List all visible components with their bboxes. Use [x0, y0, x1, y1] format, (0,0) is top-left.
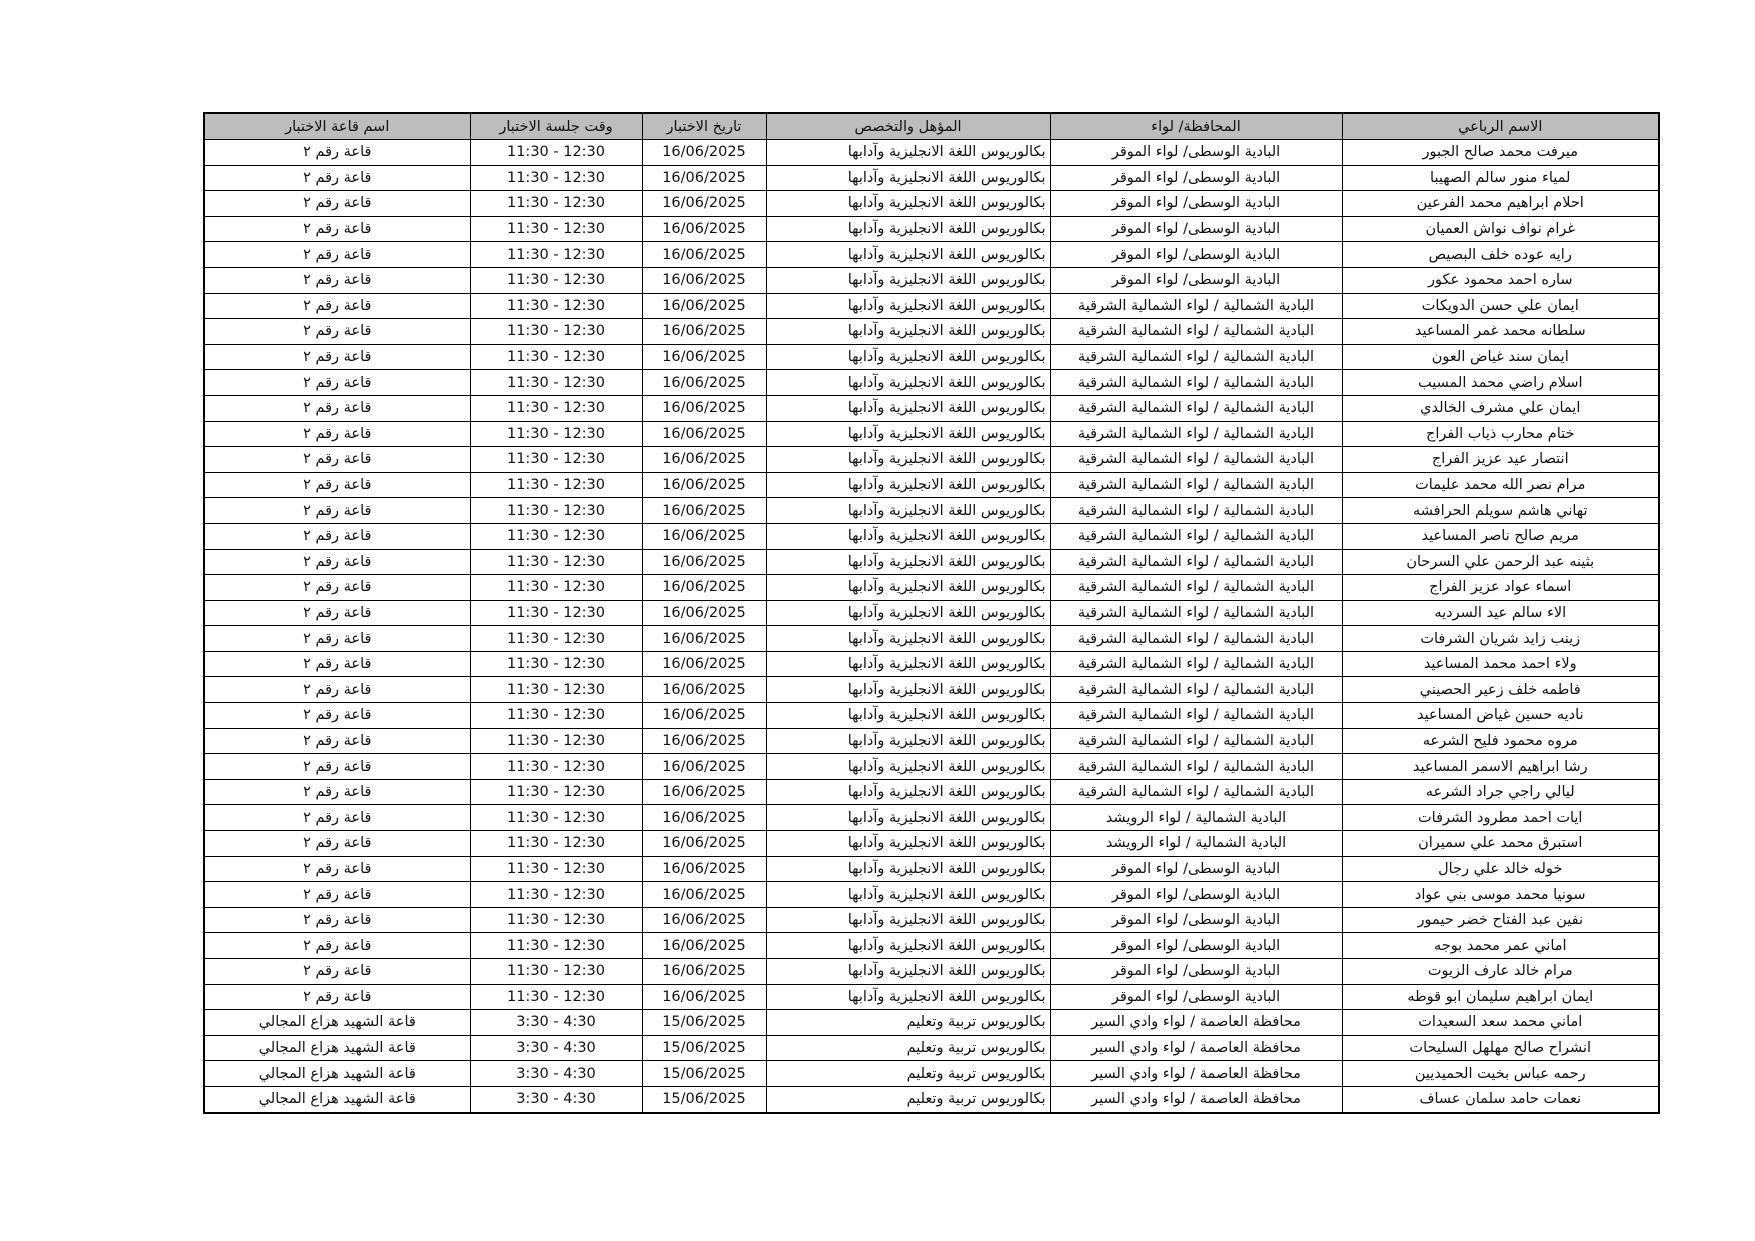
exam-date-cell: 16/06/2025: [642, 703, 766, 729]
governorate-cell: البادية الوسطى/ لواء الموقر: [1050, 882, 1342, 908]
full-name-cell: اماني محمد سعد السعيدات: [1342, 1010, 1659, 1036]
exam-time-cell: 11:30 - 12:30: [470, 319, 642, 345]
exam-time-cell: 11:30 - 12:30: [470, 754, 642, 780]
full-name-cell: ولاء احمد محمد المساعيد: [1342, 651, 1659, 677]
exam-hall-cell: قاعة رقم ٢: [204, 191, 470, 217]
table-row: [204, 779, 1659, 805]
qualification-cell: بكالوريوس اللغة الانجليزية وآدابها: [766, 395, 1050, 421]
exam-time-cell: 11:30 - 12:30: [470, 703, 642, 729]
header-qualification: المؤهل والتخصص: [766, 113, 1050, 140]
governorate-cell: البادية الشمالية / لواء الشمالية الشرقية: [1050, 293, 1342, 319]
full-name-cell: مرام خالد عارف الزيوت: [1342, 959, 1659, 985]
full-name-cell: خوله خالد علي رجال: [1342, 856, 1659, 882]
exam-date-cell: 16/06/2025: [642, 216, 766, 242]
exam-hall-cell: قاعة رقم ٢: [204, 651, 470, 677]
table-row: [204, 267, 1659, 293]
exam-hall-cell: قاعة رقم ٢: [204, 959, 470, 985]
full-name-cell: ختام محارب ذياب الفراج: [1342, 421, 1659, 447]
exam-date-cell: 16/06/2025: [642, 626, 766, 652]
table-row: [204, 882, 1659, 908]
qualification-cell: بكالوريوس اللغة الانجليزية وآدابها: [766, 447, 1050, 473]
governorate-cell: البادية الشمالية / لواء الشمالية الشرقية: [1050, 344, 1342, 370]
header-full-name: الاسم الرباعي: [1342, 113, 1659, 140]
exam-date-cell: 16/06/2025: [642, 344, 766, 370]
governorate-cell: البادية الوسطى/ لواء الموقر: [1050, 959, 1342, 985]
exam-time-cell: 11:30 - 12:30: [470, 882, 642, 908]
exam-time-cell: 11:30 - 12:30: [470, 447, 642, 473]
exam-time-cell: 3:30 - 4:30: [470, 1086, 642, 1112]
qualification-cell: بكالوريوس اللغة الانجليزية وآدابها: [766, 703, 1050, 729]
full-name-cell: ايمان علي مشرف الخالدي: [1342, 395, 1659, 421]
exam-hall-cell: قاعة الشهيد هزاع المجالي: [204, 1061, 470, 1087]
exam-hall-cell: قاعة رقم ٢: [204, 600, 470, 626]
exam-time-cell: 11:30 - 12:30: [470, 165, 642, 191]
exam-time-cell: 3:30 - 4:30: [470, 1035, 642, 1061]
table-row: [204, 1010, 1659, 1036]
exam-date-cell: 16/06/2025: [642, 370, 766, 396]
table-row: [204, 907, 1659, 933]
full-name-cell: احلام ابراهيم محمد الفرعين: [1342, 191, 1659, 217]
qualification-cell: بكالوريوس اللغة الانجليزية وآدابها: [766, 267, 1050, 293]
exam-time-cell: 11:30 - 12:30: [470, 984, 642, 1010]
qualification-cell: بكالوريوس اللغة الانجليزية وآدابها: [766, 472, 1050, 498]
full-name-cell: زينب زايد شريان الشرفات: [1342, 626, 1659, 652]
qualification-cell: بكالوريوس اللغة الانجليزية وآدابها: [766, 370, 1050, 396]
full-name-cell: فاطمه خلف زعير الحصيني: [1342, 677, 1659, 703]
full-name-cell: ايمان سند غياض العون: [1342, 344, 1659, 370]
exam-hall-cell: قاعة رقم ٢: [204, 472, 470, 498]
full-name-cell: الاء سالم عيد السرديه: [1342, 600, 1659, 626]
table-row: [204, 165, 1659, 191]
exam-hall-cell: قاعة رقم ٢: [204, 498, 470, 524]
qualification-cell: بكالوريوس اللغة الانجليزية وآدابها: [766, 549, 1050, 575]
header-exam-time: وقت جلسة الاختبار: [470, 113, 642, 140]
exam-hall-cell: قاعة رقم ٢: [204, 523, 470, 549]
exam-date-cell: 16/06/2025: [642, 447, 766, 473]
governorate-cell: البادية الوسطى/ لواء الموقر: [1050, 933, 1342, 959]
governorate-cell: محافظة العاصمة / لواء وادي السير: [1050, 1086, 1342, 1112]
qualification-cell: بكالوريوس اللغة الانجليزية وآدابها: [766, 242, 1050, 268]
exam-hall-cell: قاعة رقم ٢: [204, 370, 470, 396]
governorate-cell: البادية الشمالية / لواء الشمالية الشرقية: [1050, 549, 1342, 575]
exam-time-cell: 11:30 - 12:30: [470, 959, 642, 985]
exam-date-cell: 16/06/2025: [642, 984, 766, 1010]
full-name-cell: ايمان علي حسن الدويكات: [1342, 293, 1659, 319]
exam-date-cell: 15/06/2025: [642, 1010, 766, 1036]
header-row: [204, 113, 1659, 140]
governorate-cell: البادية الوسطى/ لواء الموقر: [1050, 191, 1342, 217]
exam-time-cell: 11:30 - 12:30: [470, 626, 642, 652]
exam-hall-cell: قاعة رقم ٢: [204, 933, 470, 959]
governorate-cell: البادية الشمالية / لواء الشمالية الشرقية: [1050, 447, 1342, 473]
table-row: [204, 626, 1659, 652]
exam-time-cell: 11:30 - 12:30: [470, 216, 642, 242]
exam-date-cell: 16/06/2025: [642, 421, 766, 447]
table-row: [204, 575, 1659, 601]
full-name-cell: ميرفت محمد صالح الجبور: [1342, 140, 1659, 166]
exam-hall-cell: قاعة رقم ٢: [204, 319, 470, 345]
exam-hall-cell: قاعة رقم ٢: [204, 344, 470, 370]
exam-date-cell: 16/06/2025: [642, 191, 766, 217]
exam-date-cell: 16/06/2025: [642, 728, 766, 754]
exam-time-cell: 11:30 - 12:30: [470, 421, 642, 447]
exam-time-cell: 11:30 - 12:30: [470, 677, 642, 703]
exam-time-cell: 11:30 - 12:30: [470, 831, 642, 857]
exam-hall-cell: قاعة رقم ٢: [204, 703, 470, 729]
exam-hall-cell: قاعة رقم ٢: [204, 626, 470, 652]
full-name-cell: غرام نواف نواش العميان: [1342, 216, 1659, 242]
exam-time-cell: 11:30 - 12:30: [470, 907, 642, 933]
table-row: [204, 677, 1659, 703]
exam-date-cell: 15/06/2025: [642, 1086, 766, 1112]
exam-date-cell: 16/06/2025: [642, 805, 766, 831]
exam-hall-cell: قاعة رقم ٢: [204, 293, 470, 319]
exam-hall-cell: قاعة رقم ٢: [204, 856, 470, 882]
exam-time-cell: 11:30 - 12:30: [470, 344, 642, 370]
governorate-cell: البادية الوسطى/ لواء الموقر: [1050, 140, 1342, 166]
governorate-cell: البادية الوسطى/ لواء الموقر: [1050, 165, 1342, 191]
table-row: [204, 447, 1659, 473]
exam-date-cell: 16/06/2025: [642, 140, 766, 166]
governorate-cell: البادية الشمالية / لواء الشمالية الشرقية: [1050, 651, 1342, 677]
exam-hall-cell: قاعة رقم ٢: [204, 831, 470, 857]
table-row: [204, 728, 1659, 754]
governorate-cell: البادية الشمالية / لواء الشمالية الشرقية: [1050, 754, 1342, 780]
full-name-cell: نفين عبد الفتاح خضر حيمور: [1342, 907, 1659, 933]
qualification-cell: بكالوريوس اللغة الانجليزية وآدابها: [766, 959, 1050, 985]
exam-hall-cell: قاعة رقم ٢: [204, 421, 470, 447]
governorate-cell: البادية الشمالية / لواء الشمالية الشرقية: [1050, 523, 1342, 549]
exam-hall-cell: قاعة رقم ٢: [204, 728, 470, 754]
governorate-cell: البادية الشمالية / لواء الشمالية الشرقية: [1050, 600, 1342, 626]
qualification-cell: بكالوريوس اللغة الانجليزية وآدابها: [766, 216, 1050, 242]
exam-time-cell: 11:30 - 12:30: [470, 779, 642, 805]
exam-hall-cell: قاعة رقم ٢: [204, 549, 470, 575]
table-row: [204, 498, 1659, 524]
exam-hall-cell: قاعة الشهيد هزاع المجالي: [204, 1035, 470, 1061]
full-name-cell: بثينه عبد الرحمن علي السرحان: [1342, 549, 1659, 575]
full-name-cell: مريم صالح ناصر المساعيد: [1342, 523, 1659, 549]
exam-date-cell: 16/06/2025: [642, 959, 766, 985]
exam-hall-cell: قاعة رقم ٢: [204, 242, 470, 268]
table-row: [204, 472, 1659, 498]
exam-date-cell: 16/06/2025: [642, 242, 766, 268]
exam-time-cell: 11:30 - 12:30: [470, 600, 642, 626]
exam-hall-cell: قاعة رقم ٢: [204, 677, 470, 703]
exam-time-cell: 11:30 - 12:30: [470, 498, 642, 524]
table-row: [204, 395, 1659, 421]
exam-date-cell: 16/06/2025: [642, 831, 766, 857]
exam-date-cell: 16/06/2025: [642, 754, 766, 780]
exam-hall-cell: قاعة رقم ٢: [204, 779, 470, 805]
exam-hall-cell: قاعة رقم ٢: [204, 907, 470, 933]
table-row: [204, 523, 1659, 549]
exam-date-cell: 15/06/2025: [642, 1061, 766, 1087]
table-row: [204, 1086, 1659, 1112]
table-row: [204, 242, 1659, 268]
table-row: [204, 421, 1659, 447]
table-row: [204, 933, 1659, 959]
exam-date-cell: 16/06/2025: [642, 165, 766, 191]
governorate-cell: البادية الشمالية / لواء الشمالية الشرقية: [1050, 575, 1342, 601]
table-body: [204, 140, 1659, 1113]
qualification-cell: بكالوريوس تربية وتعليم: [766, 1086, 1050, 1112]
qualification-cell: بكالوريوس اللغة الانجليزية وآدابها: [766, 856, 1050, 882]
governorate-cell: البادية الوسطى/ لواء الموقر: [1050, 242, 1342, 268]
table-row: [204, 959, 1659, 985]
exam-date-cell: 15/06/2025: [642, 1035, 766, 1061]
exam-time-cell: 11:30 - 12:30: [470, 370, 642, 396]
exam-time-cell: 11:30 - 12:30: [470, 293, 642, 319]
table-row: [204, 191, 1659, 217]
exam-time-cell: 11:30 - 12:30: [470, 523, 642, 549]
full-name-cell: اسماء عواد عزيز الفراج: [1342, 575, 1659, 601]
qualification-cell: بكالوريوس اللغة الانجليزية وآدابها: [766, 344, 1050, 370]
full-name-cell: ايمان ابراهيم سليمان ابو قوطه: [1342, 984, 1659, 1010]
governorate-cell: البادية الشمالية / لواء الشمالية الشرقية: [1050, 319, 1342, 345]
exam-date-cell: 16/06/2025: [642, 882, 766, 908]
exam-date-cell: 16/06/2025: [642, 319, 766, 345]
governorate-cell: البادية الشمالية / لواء الشمالية الشرقية: [1050, 498, 1342, 524]
exam-date-cell: 16/06/2025: [642, 293, 766, 319]
exam-time-cell: 11:30 - 12:30: [470, 395, 642, 421]
table-row: [204, 344, 1659, 370]
governorate-cell: البادية الشمالية / لواء الرويشد: [1050, 831, 1342, 857]
table-row: [204, 216, 1659, 242]
exam-date-cell: 16/06/2025: [642, 267, 766, 293]
exam-hall-cell: قاعة رقم ٢: [204, 165, 470, 191]
table-row: [204, 703, 1659, 729]
qualification-cell: بكالوريوس اللغة الانجليزية وآدابها: [766, 626, 1050, 652]
exam-time-cell: 11:30 - 12:30: [470, 933, 642, 959]
exam-hall-cell: قاعة رقم ٢: [204, 805, 470, 831]
exam-date-cell: 16/06/2025: [642, 498, 766, 524]
table-row: [204, 856, 1659, 882]
exam-time-cell: 11:30 - 12:30: [470, 472, 642, 498]
exam-hall-cell: قاعة رقم ٢: [204, 882, 470, 908]
exam-time-cell: 11:30 - 12:30: [470, 140, 642, 166]
qualification-cell: بكالوريوس اللغة الانجليزية وآدابها: [766, 191, 1050, 217]
exam-time-cell: 11:30 - 12:30: [470, 267, 642, 293]
governorate-cell: محافظة العاصمة / لواء وادي السير: [1050, 1035, 1342, 1061]
exam-time-cell: 11:30 - 12:30: [470, 805, 642, 831]
full-name-cell: اسلام راضي محمد المسيب: [1342, 370, 1659, 396]
exam-time-cell: 11:30 - 12:30: [470, 191, 642, 217]
full-name-cell: ساره احمد محمود عكور: [1342, 267, 1659, 293]
exam-date-cell: 16/06/2025: [642, 779, 766, 805]
table-row: [204, 600, 1659, 626]
full-name-cell: رايه عوده خلف البصيص: [1342, 242, 1659, 268]
exam-date-cell: 16/06/2025: [642, 549, 766, 575]
governorate-cell: البادية الشمالية / لواء الرويشد: [1050, 805, 1342, 831]
full-name-cell: ليالي راجي جراد الشرعه: [1342, 779, 1659, 805]
exam-hall-cell: قاعة رقم ٢: [204, 447, 470, 473]
exam-date-cell: 16/06/2025: [642, 856, 766, 882]
governorate-cell: البادية الشمالية / لواء الشمالية الشرقية: [1050, 370, 1342, 396]
governorate-cell: البادية الوسطى/ لواء الموقر: [1050, 984, 1342, 1010]
table-row: [204, 984, 1659, 1010]
governorate-cell: البادية الوسطى/ لواء الموقر: [1050, 267, 1342, 293]
exam-schedule-table: [203, 112, 1660, 1114]
qualification-cell: بكالوريوس اللغة الانجليزية وآدابها: [766, 498, 1050, 524]
qualification-cell: بكالوريوس اللغة الانجليزية وآدابها: [766, 575, 1050, 601]
exam-schedule-sheet: [203, 112, 1658, 1114]
governorate-cell: محافظة العاصمة / لواء وادي السير: [1050, 1010, 1342, 1036]
qualification-cell: بكالوريوس اللغة الانجليزية وآدابها: [766, 293, 1050, 319]
exam-date-cell: 16/06/2025: [642, 523, 766, 549]
full-name-cell: انشراح صالح مهلهل السليحات: [1342, 1035, 1659, 1061]
governorate-cell: البادية الشمالية / لواء الشمالية الشرقية: [1050, 779, 1342, 805]
qualification-cell: بكالوريوس اللغة الانجليزية وآدابها: [766, 984, 1050, 1010]
governorate-cell: البادية الشمالية / لواء الشمالية الشرقية: [1050, 677, 1342, 703]
qualification-cell: بكالوريوس اللغة الانجليزية وآدابها: [766, 933, 1050, 959]
table-row: [204, 1061, 1659, 1087]
exam-hall-cell: قاعة رقم ٢: [204, 754, 470, 780]
full-name-cell: ناديه حسين غياض المساعيد: [1342, 703, 1659, 729]
qualification-cell: بكالوريوس اللغة الانجليزية وآدابها: [766, 754, 1050, 780]
exam-date-cell: 16/06/2025: [642, 395, 766, 421]
header-exam-hall: اسم قاعة الاختبار: [204, 113, 470, 140]
table-row: [204, 754, 1659, 780]
full-name-cell: رحمه عباس بخيت الحميديين: [1342, 1061, 1659, 1087]
exam-time-cell: 11:30 - 12:30: [470, 242, 642, 268]
full-name-cell: نعمات حامد سلمان عساف: [1342, 1086, 1659, 1112]
qualification-cell: بكالوريوس اللغة الانجليزية وآدابها: [766, 677, 1050, 703]
exam-time-cell: 11:30 - 12:30: [470, 856, 642, 882]
table-row: [204, 370, 1659, 396]
full-name-cell: ايات احمد مطرود الشرفات: [1342, 805, 1659, 831]
governorate-cell: محافظة العاصمة / لواء وادي السير: [1050, 1061, 1342, 1087]
exam-hall-cell: قاعة الشهيد هزاع المجالي: [204, 1086, 470, 1112]
exam-time-cell: 3:30 - 4:30: [470, 1061, 642, 1087]
governorate-cell: البادية الشمالية / لواء الشمالية الشرقية: [1050, 626, 1342, 652]
exam-date-cell: 16/06/2025: [642, 651, 766, 677]
table-row: [204, 1035, 1659, 1061]
qualification-cell: بكالوريوس اللغة الانجليزية وآدابها: [766, 907, 1050, 933]
exam-date-cell: 16/06/2025: [642, 575, 766, 601]
qualification-cell: بكالوريوس اللغة الانجليزية وآدابها: [766, 421, 1050, 447]
table-row: [204, 140, 1659, 166]
full-name-cell: اماني عمر محمد بوجه: [1342, 933, 1659, 959]
qualification-cell: بكالوريوس تربية وتعليم: [766, 1010, 1050, 1036]
qualification-cell: بكالوريوس تربية وتعليم: [766, 1035, 1050, 1061]
full-name-cell: تهاني هاشم سويلم الحرافشه: [1342, 498, 1659, 524]
full-name-cell: مروه محمود فليح الشرعه: [1342, 728, 1659, 754]
full-name-cell: رشا ابراهيم الاسمر المساعيد: [1342, 754, 1659, 780]
header-exam-date: تاريخ الاختبار: [642, 113, 766, 140]
exam-time-cell: 3:30 - 4:30: [470, 1010, 642, 1036]
exam-hall-cell: قاعة رقم ٢: [204, 216, 470, 242]
exam-date-cell: 16/06/2025: [642, 907, 766, 933]
exam-hall-cell: قاعة رقم ٢: [204, 267, 470, 293]
full-name-cell: سلطانه محمد غمر المساعيد: [1342, 319, 1659, 345]
governorate-cell: البادية الوسطى/ لواء الموقر: [1050, 216, 1342, 242]
full-name-cell: انتصار عيد عزيز الفراج: [1342, 447, 1659, 473]
exam-hall-cell: قاعة رقم ٢: [204, 984, 470, 1010]
qualification-cell: بكالوريوس اللغة الانجليزية وآدابها: [766, 779, 1050, 805]
full-name-cell: سونيا محمد موسى بني عواد: [1342, 882, 1659, 908]
table-row: [204, 651, 1659, 677]
header-governorate: المحافظة/ لواء: [1050, 113, 1342, 140]
exam-date-cell: 16/06/2025: [642, 677, 766, 703]
qualification-cell: بكالوريوس اللغة الانجليزية وآدابها: [766, 805, 1050, 831]
exam-time-cell: 11:30 - 12:30: [470, 549, 642, 575]
governorate-cell: البادية الشمالية / لواء الشمالية الشرقية: [1050, 728, 1342, 754]
qualification-cell: بكالوريوس اللغة الانجليزية وآدابها: [766, 728, 1050, 754]
governorate-cell: البادية الوسطى/ لواء الموقر: [1050, 856, 1342, 882]
qualification-cell: بكالوريوس اللغة الانجليزية وآدابها: [766, 140, 1050, 166]
full-name-cell: استبرق محمد علي سميران: [1342, 831, 1659, 857]
table-row: [204, 293, 1659, 319]
table-row: [204, 831, 1659, 857]
governorate-cell: البادية الشمالية / لواء الشمالية الشرقية: [1050, 395, 1342, 421]
qualification-cell: بكالوريوس اللغة الانجليزية وآدابها: [766, 319, 1050, 345]
exam-time-cell: 11:30 - 12:30: [470, 651, 642, 677]
qualification-cell: بكالوريوس اللغة الانجليزية وآدابها: [766, 165, 1050, 191]
qualification-cell: بكالوريوس اللغة الانجليزية وآدابها: [766, 600, 1050, 626]
qualification-cell: بكالوريوس اللغة الانجليزية وآدابها: [766, 523, 1050, 549]
governorate-cell: البادية الشمالية / لواء الشمالية الشرقية: [1050, 703, 1342, 729]
exam-date-cell: 16/06/2025: [642, 933, 766, 959]
qualification-cell: بكالوريوس تربية وتعليم: [766, 1061, 1050, 1087]
exam-hall-cell: قاعة رقم ٢: [204, 140, 470, 166]
governorate-cell: البادية الشمالية / لواء الشمالية الشرقية: [1050, 421, 1342, 447]
exam-date-cell: 16/06/2025: [642, 472, 766, 498]
exam-time-cell: 11:30 - 12:30: [470, 575, 642, 601]
exam-hall-cell: قاعة رقم ٢: [204, 575, 470, 601]
exam-time-cell: 11:30 - 12:30: [470, 728, 642, 754]
exam-hall-cell: قاعة الشهيد هزاع المجالي: [204, 1010, 470, 1036]
exam-hall-cell: قاعة رقم ٢: [204, 395, 470, 421]
exam-date-cell: 16/06/2025: [642, 600, 766, 626]
governorate-cell: البادية الشمالية / لواء الشمالية الشرقية: [1050, 472, 1342, 498]
qualification-cell: بكالوريوس اللغة الانجليزية وآدابها: [766, 831, 1050, 857]
table-row: [204, 319, 1659, 345]
full-name-cell: لمياء منور سالم الصهيبا: [1342, 165, 1659, 191]
qualification-cell: بكالوريوس اللغة الانجليزية وآدابها: [766, 882, 1050, 908]
table-row: [204, 549, 1659, 575]
governorate-cell: البادية الوسطى/ لواء الموقر: [1050, 907, 1342, 933]
table-row: [204, 805, 1659, 831]
full-name-cell: مرام نصر الله محمد عليمات: [1342, 472, 1659, 498]
qualification-cell: بكالوريوس اللغة الانجليزية وآدابها: [766, 651, 1050, 677]
